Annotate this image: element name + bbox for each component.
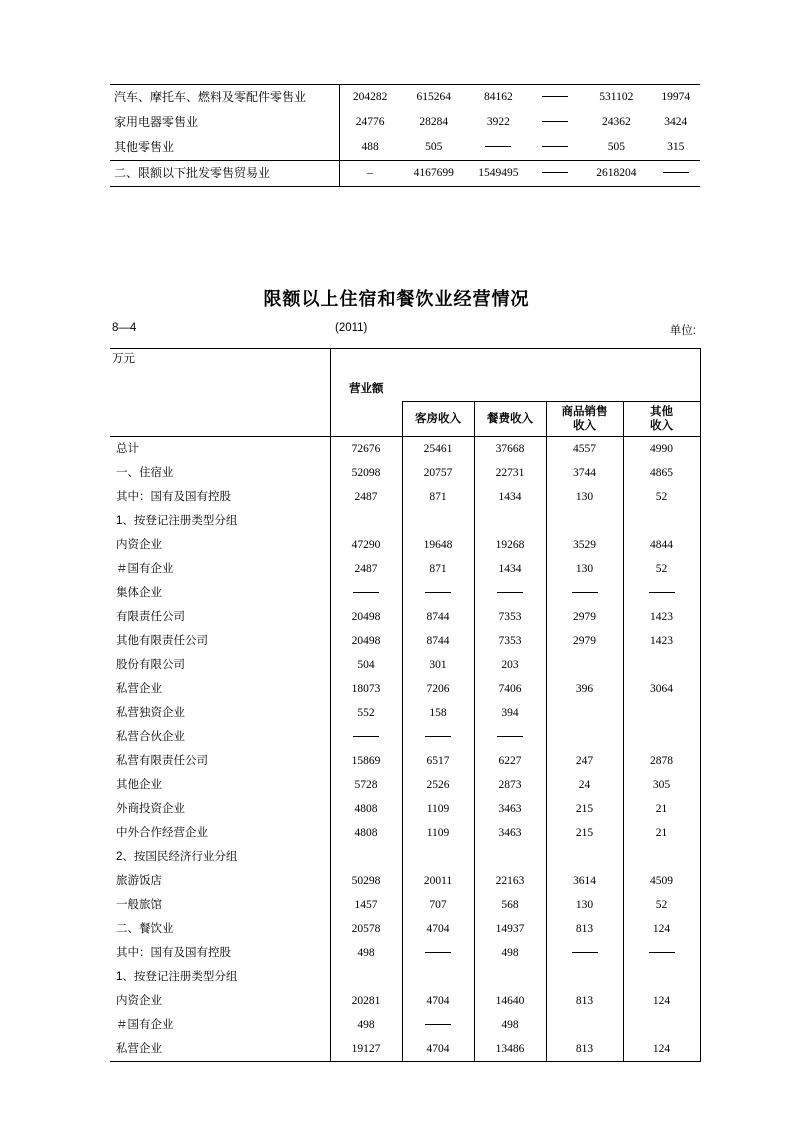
cell-other [623,725,700,749]
header-spacer-5 [402,377,474,402]
row-label: 私营合伙企业 [116,731,185,743]
cell-turnover: 5728 [330,773,402,797]
cell-meal [474,845,546,869]
cell-turnover: 498 [330,941,402,965]
cell-room: 25461 [402,437,474,462]
cell-goods: 2979 [546,629,623,653]
em-dash-icon [485,146,511,147]
header-row-2 [110,377,700,402]
cell-meal: 37668 [474,437,546,462]
cell-c3: 3922 [486,116,510,128]
cell-room: 7206 [402,677,474,701]
header-turnover-bottom [330,402,402,437]
cell-meal: 498 [474,941,546,965]
em-dash-icon [497,592,523,593]
header-spacer-8 [623,377,700,402]
cell-room: 4704 [402,917,474,941]
cell-goods: 396 [546,677,623,701]
cell-room: 871 [402,557,474,581]
row-label: 私营独资企业 [116,707,185,719]
main-data-table [110,348,700,1062]
em-dash-icon [542,146,568,147]
unit-label: 单位: [669,325,696,337]
cell-c3 [467,135,530,161]
em-dash-icon [572,952,598,953]
cell-meal [474,725,546,749]
cell-goods [546,941,623,965]
row-label: 内资企业 [116,539,162,551]
cell-other: 21 [623,797,700,821]
cell-meal: 7353 [474,605,546,629]
em-dash-icon [497,736,523,737]
cell-turnover [330,725,402,749]
header-spacer-1 [402,349,474,378]
cell-c4 [530,135,582,161]
top-continuation-table [110,84,700,187]
border-cell [623,1062,700,1063]
cell-turnover: 4808 [330,797,402,821]
table-number: 8—4 [112,322,137,334]
em-dash-icon [425,1024,451,1025]
cell-meal [474,581,546,605]
row-label: 中外合作经营企业 [116,827,208,839]
cell-c2: 505 [425,141,443,153]
cell-c1: 24776 [355,116,385,128]
cell-turnover: 4808 [330,821,402,845]
cell-other [623,509,700,533]
cell-turnover: 2487 [330,557,402,581]
cell-room [402,725,474,749]
row-label: 家用电器零售业 [110,110,339,135]
cell-other: 4865 [623,461,700,485]
em-dash-icon [353,592,379,593]
border-cell [474,1062,546,1063]
cell-meal: 2873 [474,773,546,797]
cell-meal: 7406 [474,677,546,701]
cell-c3: 84162 [483,91,513,103]
row-label: 集体企业 [116,587,162,599]
cell-other: 124 [623,1037,700,1062]
cell-goods: 2979 [546,605,623,629]
row-label: 内资企业 [116,995,162,1007]
cell-other: 52 [623,893,700,917]
header-other-income: 其他 收入 [623,402,700,437]
cell-goods: 247 [546,749,623,773]
em-dash-icon [542,121,568,122]
cell-turnover: 72676 [330,437,402,462]
cell-meal: 6227 [474,749,546,773]
cell-meal: 203 [474,653,546,677]
cell-turnover: 552 [330,701,402,725]
cell-meal: 7353 [474,629,546,653]
border-cell [651,187,700,188]
cell-room: 20011 [402,869,474,893]
cell-other [623,941,700,965]
row-label: 总计 [116,443,139,455]
row-label: 一、住宿业 [116,467,174,479]
cell-meal [474,509,546,533]
table-row [110,85,700,111]
table-year: (2011) [335,322,368,334]
cell-goods: 130 [546,557,623,581]
cell-c2: 615264 [416,91,452,103]
em-dash-icon [572,592,598,593]
cell-turnover: 1457 [330,893,402,917]
table-row [110,677,700,701]
cell-other: 52 [623,485,700,509]
row-label: 其中：国有及国有控股 [116,947,231,959]
cell-room: 8744 [402,629,474,653]
table-row [110,533,700,557]
cell-goods: 215 [546,821,623,845]
cell-c4 [530,161,582,187]
table-row [110,869,700,893]
cell-room: 19648 [402,533,474,557]
cell-other: 2878 [623,749,700,773]
cell-other: 3064 [623,677,700,701]
cell-c4 [530,85,582,111]
header-blank-3 [110,402,330,437]
cell-other [623,965,700,989]
em-dash-icon [425,952,451,953]
row-label: 汽车、摩托车、燃料及零配件零售业 [110,85,339,111]
row-label: 私营企业 [116,1043,162,1055]
table-row [110,581,700,605]
cell-c5: 531102 [599,91,634,103]
em-dash-icon [542,96,568,97]
cell-meal: 13486 [474,1037,546,1062]
table-row [110,1037,700,1062]
row-label: 2、按国民经济行业分组 [116,851,238,863]
cell-room: 707 [402,893,474,917]
table-row [110,701,700,725]
table-row [110,821,700,845]
cell-goods: 24 [546,773,623,797]
cell-turnover: 15869 [330,749,402,773]
cell-goods: 3744 [546,461,623,485]
cell-goods [546,653,623,677]
cell-meal: 19268 [474,533,546,557]
cell-other: 1423 [623,605,700,629]
cell-room [402,581,474,605]
cell-room [402,941,474,965]
border-cell [546,1062,623,1063]
row-label: 有限责任公司 [116,611,185,623]
cell-meal: 22731 [474,461,546,485]
cell-room: 20757 [402,461,474,485]
border-cell [339,187,400,188]
table-row [110,135,700,161]
cell-goods [546,845,623,869]
table-row [110,749,700,773]
cell-room: 6517 [402,749,474,773]
cell-turnover: 498 [330,1013,402,1037]
border-cell [110,1062,330,1063]
cell-other: 305 [623,773,700,797]
border-cell [330,1062,402,1063]
em-dash-icon [425,592,451,593]
table-row [110,773,700,797]
cell-turnover: 20578 [330,917,402,941]
top-table-body [110,85,700,188]
cell-meal: 3463 [474,797,546,821]
cell-turnover: 47290 [330,533,402,557]
cell-c2: 28284 [419,116,449,128]
cell-room [402,1013,474,1037]
cell-room: 2526 [402,773,474,797]
cell-meal: 1434 [474,485,546,509]
cell-goods [546,509,623,533]
cell-turnover [330,965,402,989]
table-row [110,605,700,629]
cell-turnover [330,509,402,533]
cell-meal: 22163 [474,869,546,893]
page-title: 限额以上住宿和餐饮业经营情况 [263,289,530,309]
cell-goods: 3529 [546,533,623,557]
table-row [110,845,700,869]
cell-goods: 130 [546,893,623,917]
border-cell [467,187,530,188]
row-label: 私营有限责任公司 [116,755,208,767]
cell-turnover: 20281 [330,989,402,1013]
border-cell [110,187,339,188]
cell-room: 301 [402,653,474,677]
em-dash-icon [425,736,451,737]
cell-other: 4990 [623,437,700,462]
row-label: 1、按登记注册类型分组 [116,971,238,983]
header-spacer-7 [546,377,623,402]
header-turnover: 营业额 [330,377,402,402]
header-spacer-3 [546,349,623,378]
cell-other [623,845,700,869]
cell-room: 1109 [402,821,474,845]
cell-other [623,1013,700,1037]
cell-meal: 568 [474,893,546,917]
cell-turnover: 18073 [330,677,402,701]
table-row [110,629,700,653]
cell-turnover: 504 [330,653,402,677]
cell-c5: 24362 [601,116,631,128]
cell-c6: 19974 [661,91,691,103]
cell-goods [546,1013,623,1037]
table-row [110,110,700,135]
row-label: 股份有限公司 [116,659,185,671]
cell-turnover: 52098 [330,461,402,485]
cell-turnover: 20498 [330,629,402,653]
cell-meal [474,965,546,989]
cell-other [623,701,700,725]
cell-room: 871 [402,485,474,509]
border-cell [581,187,651,188]
header-spacer-6 [474,377,546,402]
row-label: 一般旅馆 [116,899,162,911]
row-label: 其他零售业 [110,135,339,161]
header-meal-income: 餐费收入 [474,402,546,437]
cell-c1: 488 [361,141,379,153]
header-row-1 [110,349,700,378]
cell-c2: 4167699 [401,161,467,187]
header-spacer-4 [623,349,700,378]
cell-turnover [330,845,402,869]
border-cell [401,187,467,188]
cell-room: 8744 [402,605,474,629]
cell-meal: 498 [474,1013,546,1037]
cell-room [402,845,474,869]
cell-c3: 1549495 [467,161,530,187]
table-row [110,509,700,533]
cell-c1: 204282 [352,91,388,103]
em-dash-icon [542,172,568,173]
cell-c4 [530,110,582,135]
row-label: ＃国有企业 [116,563,174,575]
cell-c5: 505 [607,141,625,153]
table-bottom-row [110,1062,700,1063]
cell-turnover: 50298 [330,869,402,893]
cell-other: 124 [623,989,700,1013]
top-table [110,84,700,187]
cell-goods: 215 [546,797,623,821]
cell-c6 [651,161,700,187]
cell-c6: 3424 [664,116,688,128]
cell-goods [546,965,623,989]
header-spacer-2 [474,349,546,378]
table-row [110,893,700,917]
cell-turnover: 2487 [330,485,402,509]
cell-other: 4509 [623,869,700,893]
cell-room: 158 [402,701,474,725]
unit-value: 万元 [112,353,135,365]
row-label: 其中：国有及国有控股 [116,491,231,503]
cell-room: 4704 [402,1037,474,1062]
cell-goods: 813 [546,917,623,941]
table-row [110,653,700,677]
table-row [110,461,700,485]
header-room-income: 客房收入 [402,402,474,437]
header-blank [110,349,330,378]
header-turnover-top [330,349,402,378]
em-dash-icon [353,736,379,737]
cell-room: 4704 [402,989,474,1013]
header-blank-2 [110,377,330,402]
cell-meal: 14937 [474,917,546,941]
cell-goods: 3614 [546,869,623,893]
table-row [110,437,700,462]
cell-room [402,509,474,533]
row-label: 其他企业 [116,779,162,791]
cell-goods: 813 [546,1037,623,1062]
table-row [110,161,700,187]
table-row [110,989,700,1013]
cell-goods [546,725,623,749]
cell-other: 1423 [623,629,700,653]
cell-c6: 315 [667,141,685,153]
cell-room [402,965,474,989]
row-label: 其他有限责任公司 [116,635,208,647]
table-row [110,557,700,581]
cell-meal: 1434 [474,557,546,581]
em-dash-icon [663,172,689,173]
row-label: 二、餐饮业 [116,923,174,935]
table-row [110,965,700,989]
cell-c1: – [339,161,400,187]
cell-turnover: 20498 [330,605,402,629]
cell-goods [546,701,623,725]
cell-goods: 813 [546,989,623,1013]
cell-turnover: 19127 [330,1037,402,1062]
cell-meal: 14640 [474,989,546,1013]
table-bottom-border-row [110,187,700,188]
em-dash-icon [649,592,675,593]
cell-goods [546,581,623,605]
border-cell [530,187,582,188]
cell-meal: 394 [474,701,546,725]
cell-other [623,581,700,605]
header-goods-income: 商品销售 收入 [546,402,623,437]
row-label: 二、限额以下批发零售贸易业 [110,161,339,187]
row-label: 外商投资企业 [116,803,185,815]
cell-goods: 130 [546,485,623,509]
cell-other: 124 [623,917,700,941]
em-dash-icon [649,952,675,953]
header-row-3 [110,402,700,437]
table-row [110,941,700,965]
table-row [110,725,700,749]
table-row [110,797,700,821]
cell-goods: 4557 [546,437,623,462]
row-label: ＃国有企业 [116,1019,174,1031]
cell-other: 4844 [623,533,700,557]
cell-other: 52 [623,557,700,581]
accommodation-catering-table [110,348,701,1062]
table-row [110,917,700,941]
row-label: 旅游饭店 [116,875,162,887]
border-cell [402,1062,474,1063]
cell-other [623,653,700,677]
cell-turnover [330,581,402,605]
row-label: 私营企业 [116,683,162,695]
table-row [110,485,700,509]
cell-c5: 2618204 [581,161,651,187]
cell-room: 1109 [402,797,474,821]
table-row [110,1013,700,1037]
row-label: 1、按登记注册类型分组 [116,515,238,527]
cell-meal: 3463 [474,821,546,845]
cell-other: 21 [623,821,700,845]
